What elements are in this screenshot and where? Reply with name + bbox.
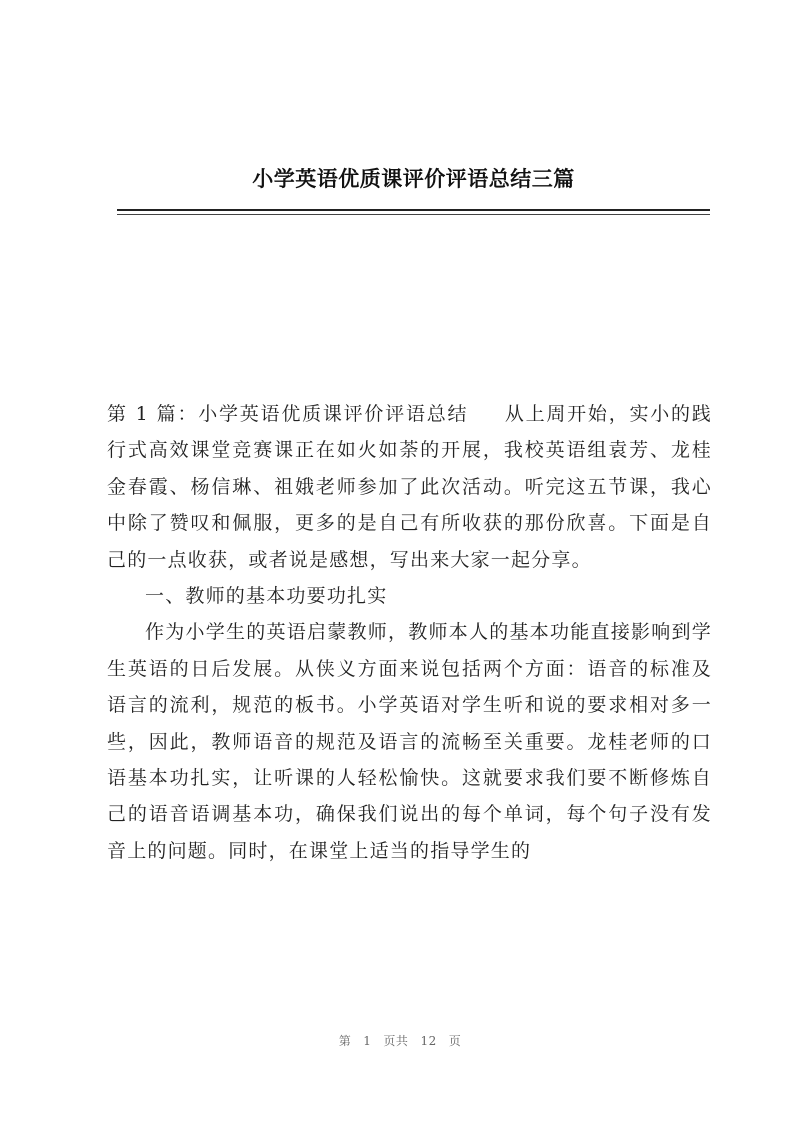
- footer-prefix: 第: [338, 1034, 352, 1048]
- footer-total-pages: 12: [420, 1034, 437, 1048]
- paragraph-intro: [107, 396, 712, 578]
- title-divider: [117, 209, 710, 211]
- document-body: [107, 396, 712, 869]
- intro-text: 从上周开始，实小的践行式高效课堂竞赛课正在如火如荼的开展，我校英语组袁芳、龙桂金春霞、杨信琳、祖娥老师参加了此次活动。听完这五节课，我心中除了赞叹和佩服，更多的是自己有所收获的那份欣喜。下面是自己的一点收获，或者说是感想，写出来大家一起分享。: [107, 403, 712, 571]
- page-footer: [0, 1032, 800, 1050]
- title-divider-thin: [117, 214, 710, 215]
- footer-suffix: 页: [448, 1034, 462, 1048]
- article-heading: 第 1 篇：小学英语优质课评价评语总结: [107, 403, 469, 425]
- paragraph-body: 作为小学生的英语启蒙教师，教师本人的基本功能直接影响到学生英语的日后发展。从侠义方面来说包括两个方面：语音的标准及语言的流利，规范的板书。小学英语对学生听和说的要求相对多一些，因此，教师语音的规范及语言的流畅至关重要。龙桂老师的口语基本功扎实，让听课的人轻松愉快。这就要求我们要不断修炼自己的语音语调基本功，确保我们说出的每个单词，每个句子没有发音上的问题。同时，在课堂上适当的指导学生的: [107, 621, 712, 862]
- section-heading: 一、教师的基本功要功扎实: [145, 585, 388, 608]
- document-title: 小学英语优质课评价评语总结三篇: [252, 166, 575, 191]
- footer-page-number: 1: [363, 1034, 372, 1048]
- footer-middle: 页共: [383, 1034, 409, 1048]
